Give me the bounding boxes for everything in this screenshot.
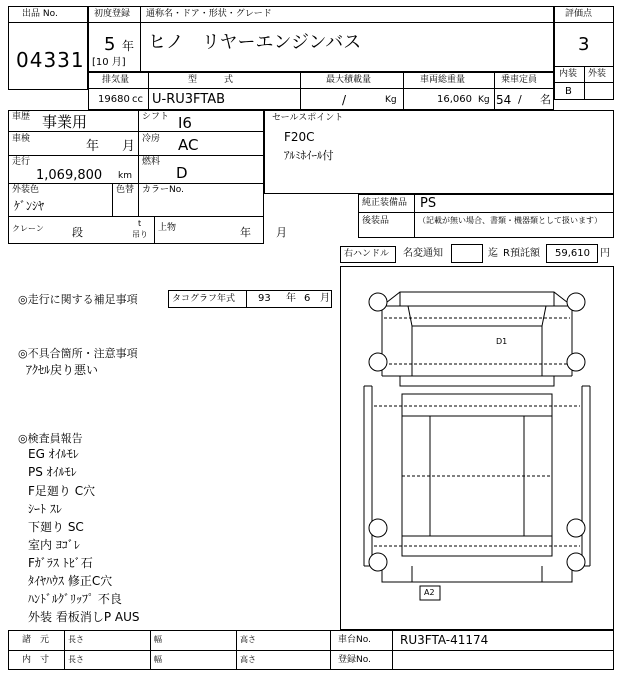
exterior-label: 外装 xyxy=(588,69,607,79)
inspector-10: 外装 看板消しP AUS xyxy=(28,610,140,624)
model-name: ヒノ リヤーエンジンバス xyxy=(148,32,362,53)
reg-no-label: 登録No. xyxy=(338,655,371,665)
shift: I6 xyxy=(178,114,192,132)
dims-inner-label: 内 寸 xyxy=(22,655,50,665)
color: ｹﾞﾝｼﾔ xyxy=(14,199,45,213)
reg-month: [10 月] xyxy=(92,57,126,68)
model-code-label: 型 式 xyxy=(188,75,234,85)
recycle-unit: 円 xyxy=(600,248,610,259)
first-reg-label: 初度登録 xyxy=(94,9,131,19)
name-change-label: 名変通知 xyxy=(403,248,443,259)
height-label-2: 高さ xyxy=(240,655,256,664)
aftermarket-note: （記載が無い場合、書類・機器類として扱います） xyxy=(418,216,602,225)
reg-year: 5 xyxy=(104,34,116,55)
reg-year-unit: 年 xyxy=(122,39,135,53)
max-load-unit: Kg xyxy=(385,95,397,105)
sales-point-2: ｱﾙﾐﾎｲｰﾙ付 xyxy=(284,149,334,162)
inspection-month: 月 xyxy=(122,139,136,154)
fuel-label: 燃料 xyxy=(142,157,161,167)
shift-label: シフト xyxy=(142,112,170,122)
history: 事業用 xyxy=(42,113,88,131)
mileage: 1,069,800 xyxy=(36,168,103,183)
inspector-title: ◎検査員報告 xyxy=(18,432,83,445)
name-change-box xyxy=(451,244,483,263)
interior-label: 内装 xyxy=(559,69,578,79)
color-change-label: 色替 xyxy=(116,185,135,195)
capacity: 54 xyxy=(496,93,512,107)
mileage-label: 走行 xyxy=(12,157,31,167)
tacho-year: 93 xyxy=(258,293,271,304)
crane-stage: 段 xyxy=(72,226,83,239)
crane-hang: 吊り xyxy=(132,230,148,239)
tacho-month: 6 xyxy=(304,293,311,304)
grade-value: 3 xyxy=(578,34,590,55)
dims-label: 諸 元 xyxy=(22,635,50,645)
capacity-label: 乗車定員 xyxy=(501,75,538,85)
aftermarket-label: 後装品 xyxy=(362,216,390,226)
sales-point-1: F20C xyxy=(284,130,315,144)
lot-label: 出品 No. xyxy=(22,9,58,19)
recycle-amount: 59,610 xyxy=(555,248,590,259)
mark-d1: D1 xyxy=(496,337,508,346)
mark-a2: A2 xyxy=(424,588,435,597)
color-label: 外装色 xyxy=(12,185,40,195)
tacho-month-unit: 月 xyxy=(320,293,330,304)
inspector-6: 室内 ﾖｺﾞﾚ xyxy=(28,538,80,552)
crane-ton: t xyxy=(138,219,142,228)
gross-weight-unit: Kg xyxy=(478,95,490,105)
inspector-1: EG ｵｲﾙﾓﾚ xyxy=(28,447,79,461)
recycle-label: R預託額 xyxy=(503,248,540,259)
inspector-7: Fｶﾞﾗｽ ﾄﾋﾞ石 xyxy=(28,556,93,570)
upper-label: 上物 xyxy=(158,223,177,233)
upper-month: 月 xyxy=(276,226,287,239)
defect-1: ｱｸｾﾙ戻り悪い xyxy=(26,363,99,377)
driving-title: ◎走行に関する補足事項 xyxy=(18,293,138,306)
name-label: 通称名・ドア・形状・グレード xyxy=(146,9,272,19)
ac-label: 冷房 xyxy=(142,134,161,144)
inspection-year: 年 xyxy=(86,139,100,154)
recycle-prefix: 迄 xyxy=(488,248,498,259)
crane-label: クレーン xyxy=(12,224,44,233)
inspector-4: ｼｰﾄ ｽﾚ xyxy=(28,502,62,516)
genuine: PS xyxy=(420,196,437,211)
chassis-label: 車台No. xyxy=(338,635,371,645)
capacity-sep: / xyxy=(518,93,522,106)
inspector-8: ﾀｲﾔﾊｳｽ 修正C穴 xyxy=(28,574,113,588)
grade-label: 評価点 xyxy=(565,9,593,19)
gross-weight: 16,060 xyxy=(437,94,472,105)
fuel: D xyxy=(176,164,188,182)
color-no-label: カラーNo. xyxy=(142,185,184,195)
inspector-5: 下廻り SC xyxy=(28,520,84,534)
interior-grade: B xyxy=(565,86,572,97)
max-load-label: 最大積載量 xyxy=(326,75,372,85)
bus-diagram xyxy=(340,266,614,630)
inspection-label: 車検 xyxy=(12,134,31,144)
displacement: 19680 xyxy=(98,94,130,105)
inspector-2: PS ｵｲﾙﾓﾚ xyxy=(28,465,77,479)
capacity-unit: 名 xyxy=(540,93,551,106)
length-label-2: 長さ xyxy=(68,655,84,664)
defects-title: ◎不具合箇所・注意事項 xyxy=(18,347,138,360)
inspector-3: F足廻り C穴 xyxy=(28,484,96,498)
gross-weight-label: 車両総重量 xyxy=(420,75,466,85)
tacho-label: タコグラフ年式 xyxy=(172,294,236,304)
upper-year: 年 xyxy=(240,226,251,239)
inspector-9: ﾊﾝﾄﾞﾙｸﾞﾘｯﾌﾟ 不良 xyxy=(28,592,122,606)
model-code: U-RU3FTAB xyxy=(152,92,226,107)
tacho-year-unit: 年 xyxy=(286,293,296,304)
max-load: / xyxy=(342,93,347,107)
steering: 右ハンドル xyxy=(344,249,390,259)
displacement-label: 排気量 xyxy=(102,75,130,85)
chassis-no: RU3FTA-41174 xyxy=(400,633,489,647)
sales-label: セールスポイント xyxy=(272,113,344,123)
length-label-1: 長さ xyxy=(68,635,84,644)
displacement-unit: cc xyxy=(132,94,143,105)
genuine-label: 純正装備品 xyxy=(362,198,408,208)
ac: AC xyxy=(178,136,199,154)
width-label-2: 幅 xyxy=(154,655,162,664)
lot-number: 04331 xyxy=(16,48,85,72)
width-label-1: 幅 xyxy=(154,635,162,644)
mileage-unit: km xyxy=(118,171,132,181)
history-label: 車歴 xyxy=(12,112,31,122)
height-label-1: 高さ xyxy=(240,635,256,644)
